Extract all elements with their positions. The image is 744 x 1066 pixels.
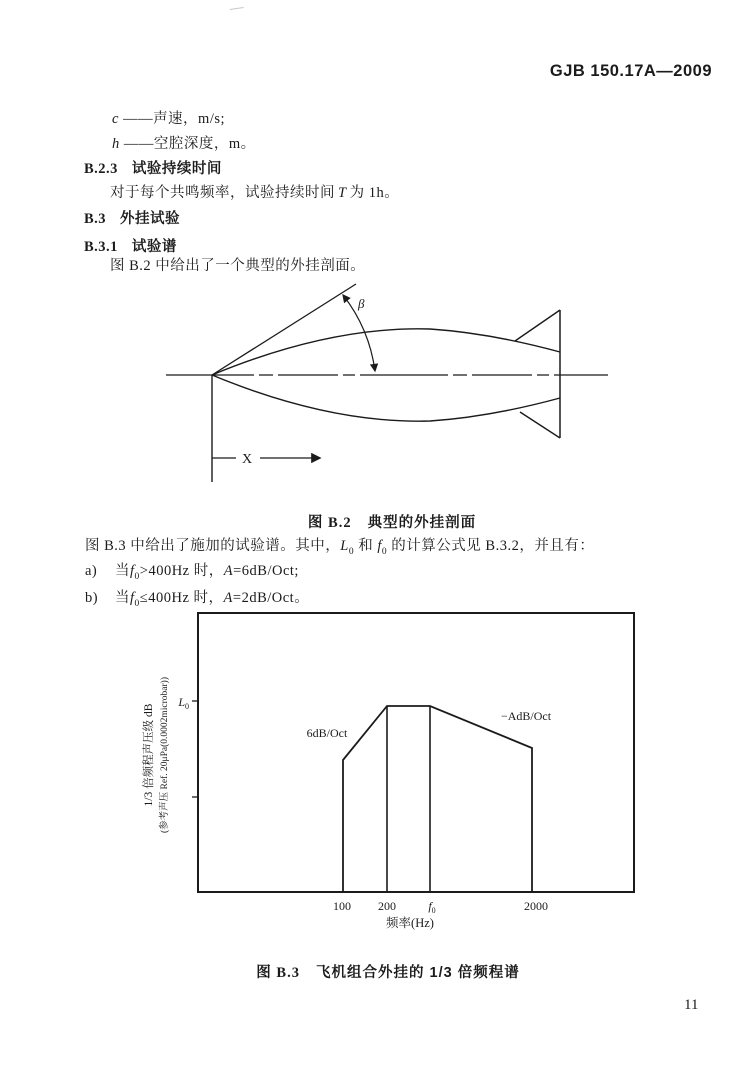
figure-b2-caption xyxy=(308,511,476,532)
symbol-h: h xyxy=(112,136,120,152)
var-f0-sub: 0 xyxy=(134,598,140,609)
definition-c xyxy=(112,107,225,128)
var-f0: f xyxy=(130,590,135,606)
paragraph-text: 图 B.3 中给出了施加的试验谱。其中， xyxy=(85,538,341,554)
section-heading-b31 xyxy=(84,235,177,256)
scan-artifact xyxy=(230,7,245,14)
symbol-c: c xyxy=(112,111,119,127)
store-body-lower-curve xyxy=(212,375,560,421)
section-title: 试验谱 xyxy=(131,239,177,255)
item-a-pre: 当 xyxy=(115,563,130,579)
store-body-upper-curve xyxy=(212,329,560,375)
section-number: B.3.1 xyxy=(84,239,118,255)
page-number: 11 xyxy=(684,997,699,1013)
definition-c-text: ——声速，m/s; xyxy=(123,111,226,127)
item-b-label: b) xyxy=(85,590,99,606)
plot-frame xyxy=(198,613,634,892)
paragraph-duration xyxy=(110,181,399,202)
x-dim-label: X xyxy=(241,452,253,467)
var-A: A xyxy=(223,563,234,579)
figure-b3-caption xyxy=(256,961,519,982)
paragraph-text-post: 为 1h。 xyxy=(349,185,400,201)
definition-h-text: ——空腔深度，m。 xyxy=(123,136,256,152)
x-axis-title: 频率(Hz) xyxy=(386,916,434,930)
x-tick-100: 100 xyxy=(333,899,351,913)
section-number: B.2.3 xyxy=(84,161,118,177)
var-f0: f xyxy=(377,538,382,554)
figure-b2-store-profile xyxy=(150,275,640,505)
section-heading-b23 xyxy=(84,157,222,178)
spectrum-outline xyxy=(343,706,532,892)
item-b-result: =2dB/Oct。 xyxy=(232,590,310,606)
item-a-cond: >400Hz 时， xyxy=(139,563,224,579)
beta-label: β xyxy=(358,296,365,311)
var-L0: L xyxy=(340,538,349,554)
section-title: 外挂试验 xyxy=(120,211,181,227)
section-title: 试验持续时间 xyxy=(131,161,222,177)
figure-b3-title: 飞机组合外挂的 1/3 倍频程谱 xyxy=(315,965,520,981)
var-T: T xyxy=(338,185,347,201)
x-tick-200: 200 xyxy=(378,899,396,913)
section-number: B.3 xyxy=(84,211,107,227)
figure-b2-number: 图 B.2 xyxy=(307,515,352,531)
var-f0-sub: 0 xyxy=(381,546,388,557)
item-a-result: =6dB/Oct; xyxy=(233,563,299,579)
x-tick-2000: 2000 xyxy=(524,899,548,913)
figure-b3-spectrum-chart xyxy=(130,595,650,940)
figure-b3-number: 图 B.3 xyxy=(256,965,300,981)
definition-h xyxy=(112,132,256,153)
list-item-a xyxy=(85,559,299,580)
item-b-cond: ≤400Hz 时， xyxy=(139,590,224,606)
nose-tangent-line xyxy=(212,284,356,375)
upper-fin-leading-edge xyxy=(515,310,560,341)
section-heading-b3 xyxy=(84,207,180,228)
paragraph-text-mid: 和 xyxy=(358,538,374,554)
paragraph-fig-b2-intro: 图 B.2 中给出了一个典型的外挂剖面。 xyxy=(110,258,366,274)
slope-label-right: −AdB/Oct xyxy=(500,709,552,723)
paragraph-text-post: 的计算公式见 B.3.2，并且有： xyxy=(391,538,595,554)
page-header: GJB 150.17A—2009 xyxy=(549,62,712,80)
y-axis-title-ref: (参考声压 Ref. 20μPa(0.0002microbar)) xyxy=(160,676,170,834)
paragraph-text: 对于每个共鸣频率，试验持续时间 xyxy=(110,185,335,201)
var-L0-sub: 0 xyxy=(348,546,355,557)
paragraph-fig-b3-intro xyxy=(85,534,594,555)
lower-fin-leading-edge xyxy=(520,412,560,438)
y-axis-title-main: 1/3 倍频程声压级 dB xyxy=(143,703,155,807)
var-f0-sub: 0 xyxy=(134,571,140,582)
var-f0: f xyxy=(130,563,135,579)
var-A: A xyxy=(223,590,233,606)
slope-label-left: 6dB/Oct xyxy=(306,726,348,740)
y-tick-label-L0: $L_0$ xyxy=(178,695,189,711)
x-tick-f0: $f_0$ xyxy=(428,899,436,915)
item-b-pre: 当 xyxy=(115,590,130,606)
item-a-label: a) xyxy=(85,563,98,579)
figure-b2-title: 典型的外挂剖面 xyxy=(367,515,477,531)
